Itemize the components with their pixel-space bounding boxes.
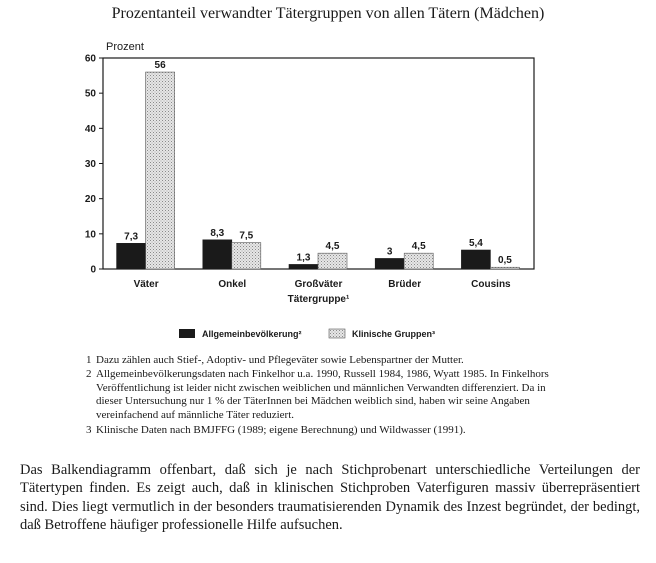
data-label: 7,5 bbox=[239, 230, 254, 242]
x-tick-label: Cousins bbox=[471, 279, 511, 290]
bar-klinisch bbox=[404, 253, 433, 269]
data-label: 1,3 bbox=[296, 252, 311, 264]
chart-title: Prozentanteil verwandter Tätergruppen von allen Tätern (Mädchen) bbox=[111, 5, 545, 22]
x-tick-label: Väter bbox=[133, 279, 159, 290]
data-label: 0,5 bbox=[497, 255, 512, 267]
legend-swatch-allgemein bbox=[179, 329, 195, 338]
legend-label-klinisch: Klinische Gruppen³ bbox=[352, 329, 436, 339]
legend-label-allgemein: Allgemeinbevölkerung² bbox=[202, 329, 302, 339]
x-tick-label: Onkel bbox=[218, 279, 247, 290]
y-tick-label: 0 bbox=[90, 264, 96, 276]
data-label: 5,4 bbox=[468, 238, 483, 250]
bar-klinisch bbox=[318, 253, 347, 269]
footnote-number: 3 bbox=[86, 424, 92, 436]
bar-allgemein bbox=[289, 264, 318, 269]
y-tick-label: 40 bbox=[84, 123, 96, 135]
bar-allgemein bbox=[375, 258, 404, 269]
footnote-number: 1 bbox=[86, 354, 92, 366]
y-tick-label: 60 bbox=[84, 53, 96, 65]
data-label: 8,3 bbox=[210, 227, 225, 239]
y-tick-label: 50 bbox=[84, 88, 96, 100]
bar-allgemein bbox=[461, 250, 490, 269]
bar-allgemein bbox=[117, 243, 146, 269]
x-axis-label: Tätergruppe¹ bbox=[287, 294, 350, 305]
data-label: 56 bbox=[154, 60, 166, 72]
bar-klinisch bbox=[146, 72, 175, 269]
data-label: 3 bbox=[386, 246, 393, 258]
footnote-text: Dazu zählen auch Stief-, Adoptiv- und Pflegeväter sowie Lebenspartner der Mutter. bbox=[96, 354, 464, 366]
footnote-text: Klinische Daten nach BMJFFG (1989; eigene Berechnung) und Wildwasser (1991). bbox=[96, 424, 466, 436]
footnote-1 bbox=[86, 354, 556, 368]
data-label: 4,5 bbox=[411, 241, 426, 253]
bar-klinisch bbox=[232, 243, 261, 269]
x-tick-label: Brüder bbox=[388, 279, 422, 290]
y-tick-label: 10 bbox=[84, 229, 96, 241]
body-paragraph: Das Balkendiagramm offenbart, daß sich je nach Stichprobenart unterschiedliche Verteilungen der Tätertypen finden. Es zeigt auch, daß in klinischen Stichproben Vaterfiguren massiv überrepräsentiert sind. Dies liegt vermutlich in der besonders traumatisierenden Dynamik des Inzest begründet, der bedingt, daß Betroffene häufiger professionelle Hilfe aufsuchen. bbox=[20, 462, 640, 533]
footnote-3 bbox=[86, 424, 556, 438]
y-axis-label: Prozent bbox=[106, 41, 144, 53]
footnote-number: 2 bbox=[86, 368, 92, 380]
data-label: 7,3 bbox=[124, 231, 139, 243]
footnote-2 bbox=[86, 368, 556, 422]
x-tick-label: Großväter bbox=[294, 279, 343, 290]
footnote-text: Allgemeinbevölkerungsdaten nach Finkelhor u.a. 1990, Russell 1984, 1986, Wyatt 1985. In Finkelhors Veröffentlichung ist leider nicht zwischen weiblichen und männlichen Verwandten differenziert. Da in dieser Untersuchung nur 1 % der TäterInnen bei Mädchen weiblich sind, haben wir seine Angaben vereinfachend auf männliche Täter reduziert. bbox=[96, 368, 549, 421]
bar-klinisch bbox=[490, 267, 519, 269]
y-tick-label: 20 bbox=[84, 194, 96, 206]
y-tick-label: 30 bbox=[84, 159, 96, 170]
data-label: 4,5 bbox=[325, 241, 340, 253]
bar-allgemein bbox=[203, 240, 232, 269]
legend-swatch-klinisch bbox=[329, 329, 345, 338]
